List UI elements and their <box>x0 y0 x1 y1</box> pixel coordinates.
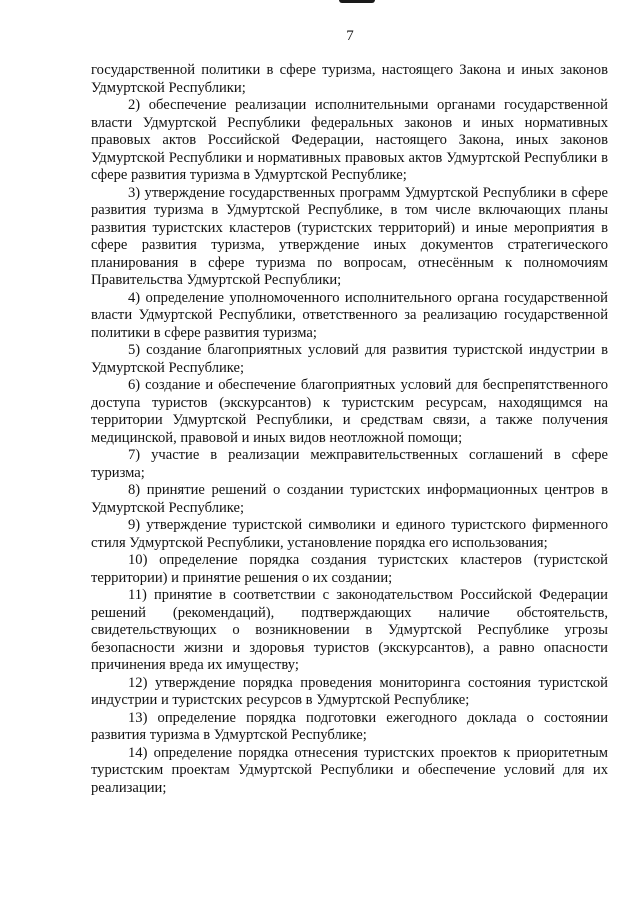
list-item-9: 9) утверждение туристской символики и единого туристского фирменного стиля Удмуртской Республики, установление порядка его использования; <box>91 517 608 551</box>
list-item-7: 7) участие в реализации межправительственных соглашений в сфере туризма; <box>91 447 608 481</box>
list-item-2: 2) обеспечение реализации исполнительными органами государственной власти Удмуртской Республики федеральных законов и иных нормативных правовых актов Российской Федерации, настоящего Закона, иных законов Удмуртской Республики и нормативных правовых актов Удмуртской Республики в сфере развития туризма в Удмуртской Республике; <box>91 97 608 183</box>
list-item-5: 5) создание благоприятных условий для развития туристской индустрии в Удмуртской Республике; <box>91 342 608 376</box>
paragraph-continuation: государственной политики в сфере туризма, настоящего Закона и иных законов Удмуртской Республики; <box>91 62 608 96</box>
list-item-10: 10) определение порядка создания туристских кластеров (туристской территории) и принятие решения о их создании; <box>91 552 608 586</box>
list-item-4: 4) определение уполномоченного исполнительного органа государственной власти Удмуртской Республики, ответственного за реализацию государственной политики в сфере развития туризма; <box>91 289 608 341</box>
list-item-12: 12) утверждение порядка проведения мониторинга состояния туристской индустрии и туристских ресурсов в Удмуртской Республике; <box>91 674 608 708</box>
list-item-13: 13) определение порядка подготовки ежегодного доклада о состоянии развития туризма в Удмуртской Республике; <box>91 709 608 743</box>
list-item-3: 3) утверждение государственных программ Удмуртской Республики в сфере развития туризма в Удмуртской Республике, в том числе включающих планы развития туристских кластеров (туристских территорий) и иные мероприятия в сфере развития туризма, утверждение иных документов стратегического планирования в сфере туризма по вопросам, отнесённым к полномочиям Правительства Удмуртской Республики; <box>91 184 608 288</box>
list-item-6: 6) создание и обеспечение благоприятных условий для беспрепятственного доступа туристов (экскурсантов) к туристским ресурсам, находящимся на территории Удмуртской Республики, и средствам связи, а также получения медицинской, правовой и иных видов неотложной помощи; <box>91 377 608 446</box>
document-body <box>91 62 608 797</box>
list-item-14: 14) определение порядка отнесения туристских проектов к приоритетным туристским проектам Удмуртской Республики и обеспечение условий для их реализации; <box>91 744 608 796</box>
top-edge-mark <box>339 0 375 3</box>
list-item-11: 11) принятие в соответствии с законодательством Российской Федерации решений (рекомендаций), подтверждающих наличие обстоятельств, свидетельствующих о возникновении в Удмуртской Республике угрозы безопасности жизни и здоровья туристов (экскурсантов), а равно опасности причинения вреда их имуществу; <box>91 587 608 673</box>
list-item-8: 8) принятие решений о создании туристских информационных центров в Удмуртской Республике; <box>91 482 608 516</box>
page-number: 7 <box>346 28 354 44</box>
